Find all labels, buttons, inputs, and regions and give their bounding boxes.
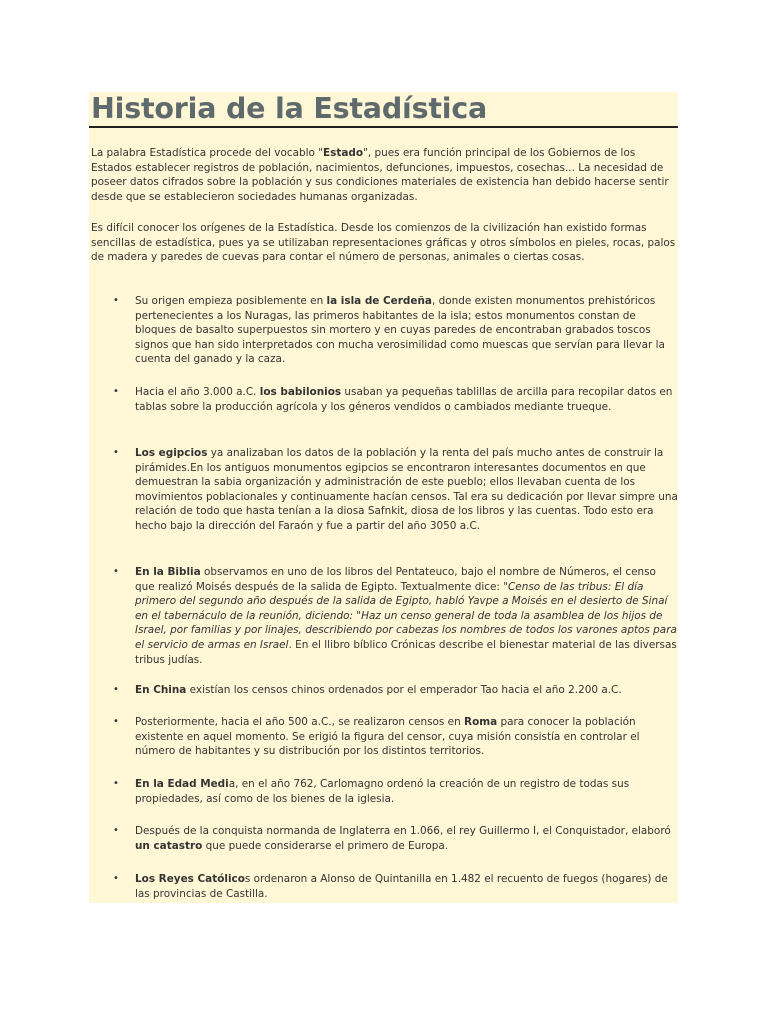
text-segment: . En el llibro bíblico Crónicas describe el bienestar material de las diversas tribus judías. [135,638,677,666]
list-item-text [135,566,677,666]
bullet-icon: • [113,566,119,577]
text-segment: ya analizaban los datos de la población y la renta del país mucho antes de construir la pirámides.En los antiguos monumentos egipcios se encontraron interesantes documentos en que demuestran la sabia organización y administración de este pueblo; ellos llevaban cuenta de los movimientos poblacionales y continuamente hacían censos. Tal era su dedicación por llevar simpre una relación de todo que hasta tenían a la diosa Safnkit, diosa de los libros y las cuentas. Todo esto era hecho bajo la dirección del Faraón y fue a partir del año 3050 a.C. [135,447,678,532]
bold-text: En la Biblia [135,566,201,578]
text-segment: La palabra Estadística procede del vocablo " [91,147,323,159]
text-segment: usaban ya pequeñas tablillas de arcilla para recopilar datos en tablas sobre la producción agrícola y los géneros vendidos o cambiados mediante trueque. [135,386,673,413]
list-item-roma [113,715,678,759]
list-item-text [135,716,640,757]
italic-quote-text: "Censo de las tribus: El día primero del segundo año después de la salida de Egipto, habló Yavpe a Moisés en el desierto de Sinaí en el tabernáculo de la reunión, diciendo: "Haz un censo general de toda la asamblea de los hijos de Israel, por familias y por linajes, describiendo por cabezas los nombres de todos los varones aptos para el servicio de armas en Israel [135,580,677,651]
list-item-text [135,825,671,852]
bullet-icon: • [113,825,119,836]
list-item-edad-media [113,777,678,806]
text-segment: existían los censos chinos ordenados por el emperador Tao hacia el año 2.200 a.C. [186,684,622,696]
text-segment: Posteriormente, hacia el año 500 a.C., se realizaron censos en [135,716,465,728]
text-segment: Su origen empieza posiblemente en [135,295,327,307]
title-divider [89,126,678,128]
text-segment: Es difícil conocer los orígenes de la Estadística. Desde los comienzos de la civilización han existido formas sencillas de estadística, pues ya se utilizaban representaciones gráficas y otros símbolos en pieles, rocas, palos de madera y paredes de cuevas para contar el número de personas, animales o ciertas cosas. [91,222,676,264]
list-item-text [135,778,629,805]
intro-paragraph-1 [91,146,679,204]
text-segment: para conocer la población existente en aquel momento. Se erigió la figura del censor, cuya misión consistía en controlar el número de habitantes y su distribución por los distintos territorios. [135,716,640,758]
bullet-icon: • [113,295,119,306]
document-page [89,92,678,903]
bullet-icon: • [113,716,119,727]
list-item-babilonios [113,385,678,414]
bold-text: la isla de Cerdeña [326,295,432,307]
bold-text: En la Edad Medi [135,778,229,790]
text-segment: a, en el año 762, Carlomagno ordenó la creación de un registro de todas sus propiedades, así como de los bienes de la iglesia. [135,778,630,805]
list-item-cerdena [113,294,678,367]
bullet-icon: • [113,684,119,695]
list-item-biblia [113,565,678,667]
text-segment: ", pues era función principal de los Gobiernos de los Estados establecer registros de población, nacimientos, defunciones, impuestos, cosechas... La necesidad de poseer datos cifrados sobre la población y sus condiciones materiales de existencia han debido hacerse sentir desde que se establecieron sociedades humanas organizadas. [91,147,669,203]
intro-paragraph-2 [91,221,679,265]
list-item-egipcios [113,446,678,534]
bullet-icon: • [113,386,119,397]
list-item-inglaterra [113,824,678,853]
text-segment: s ordenaron a Alonso de Quintanilla en 1.482 el recuento de fuegos (hogares) de las provincias de Castilla. [135,873,668,900]
list-item-china [113,683,678,698]
text-segment: , donde existen monumentos prehistóricos pertenecientes a los Nuragas, las primeros habitantes de la isla; estos monumentos constan de bloques de basalto superpuestos sin mortero y en cuyas paredes de encontraban grabados toscos signos que han sido interpretados con mucha verosimilidad como muescas que servían para llevar la cuenta del ganado y la caza. [135,295,665,366]
bullet-icon: • [113,778,119,789]
bold-text: Los egipcios [135,447,208,459]
text-segment: Después de la conquista normanda de Inglaterra en 1.066, el rey Guillermo I, el Conquistador, elaboró [135,825,671,837]
bullet-icon: • [113,447,119,458]
bold-text: Los Reyes Católico [135,873,245,885]
text-segment: Hacia el año 3.000 a.C. [135,386,260,398]
page-title: Historia de la Estadística [91,92,488,125]
text-segment: que puede considerarse el primero de Europa. [202,839,449,852]
list-item-text [135,447,678,532]
bold-text: un catastro [135,839,203,852]
bullet-icon: • [113,873,119,884]
bold-text: Roma [464,716,498,728]
bold-text: Estado [323,147,364,159]
bold-text: los babilonios [259,386,342,398]
list-item-reyes-catolicos [113,872,678,901]
bold-text: En China [135,684,187,696]
list-item-text [135,386,672,413]
list-item-text [135,873,668,900]
list-item-text [135,684,622,696]
text-segment: observamos en uno de los libros del Pentateuco, bajo el nombre de Números, el censo que realizó Moisés después de la salida de Egipto. Textualmente dice: [135,566,656,593]
list-item-text [135,295,665,365]
